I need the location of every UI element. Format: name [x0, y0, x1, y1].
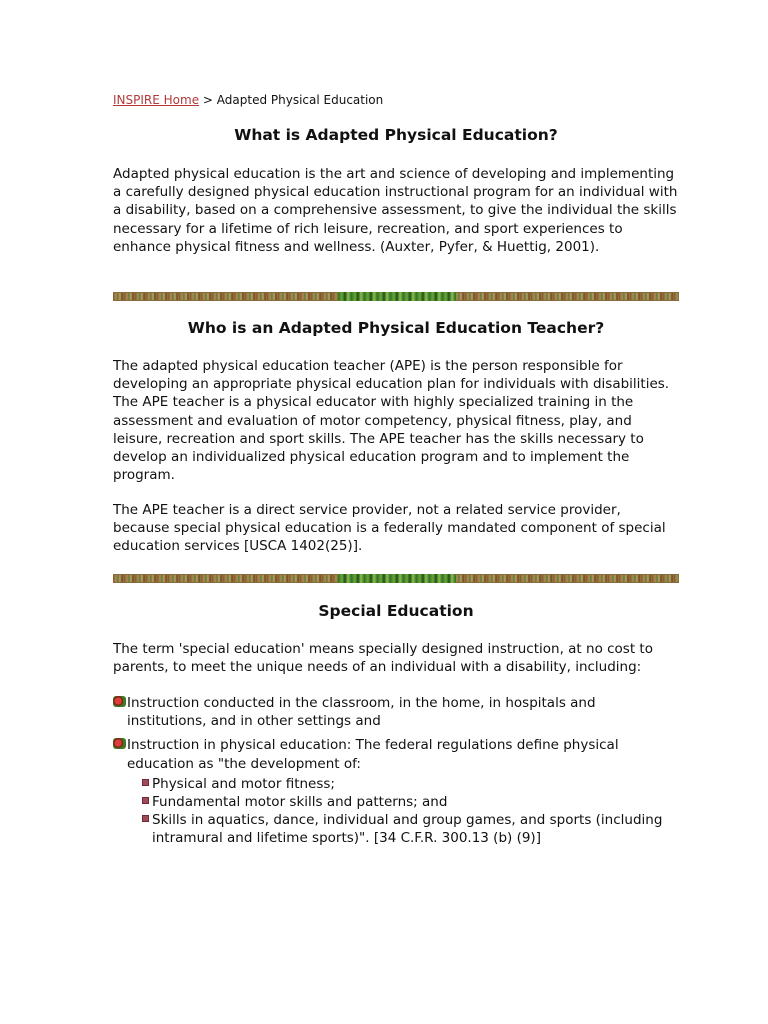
paragraph-ape-teacher-1: The adapted physical education teacher (APE) is the person responsible for developing an appropriate physical education plan for individuals with disabilities. The APE teacher is a physical educator with highly specialized training in the assessment and evaluation of motor competency, physical fitness, play, and leisure, recreation and sport skills. The APE teacher has the skills necessary to develop an individualized physical education program and to implement the program.	[113, 358, 670, 484]
square-bullet-icon	[142, 779, 149, 786]
leaf-divider-2	[113, 574, 679, 583]
square-bullet-icon	[142, 797, 149, 804]
heading-what-is-ape: What is Adapted Physical Education?	[234, 126, 558, 144]
sub-list-item-text: Physical and motor fitness;	[152, 775, 335, 792]
ladybug-bullet-icon	[113, 738, 126, 749]
square-bullet-icon	[142, 815, 149, 822]
breadcrumb	[113, 92, 383, 108]
leaf-divider-icon	[338, 574, 456, 583]
sub-list-item	[141, 811, 679, 847]
list-item-text: Instruction in physical education: The federal regulations define physical education as "the development of:	[127, 737, 619, 772]
breadcrumb-current: Adapted Physical Education	[216, 93, 384, 107]
leaf-divider-1	[113, 292, 679, 301]
heading-special-education: Special Education	[318, 602, 474, 620]
special-education-list	[113, 694, 679, 854]
paragraph-special-education: The term 'special education' means specially designed instruction, at no cost to parents, to meet the unique needs of an individual with a disability, including:	[113, 641, 653, 676]
sub-list-item-text: Fundamental motor skills and patterns; and	[152, 794, 448, 811]
sub-list	[141, 775, 679, 848]
list-item-text: Instruction conducted in the classroom, in the home, in hospitals and institutions, and in other settings and	[127, 695, 596, 730]
sub-list-item	[141, 775, 679, 793]
list-item	[113, 736, 679, 847]
sub-list-item	[141, 793, 679, 811]
sub-list-item-text: Skills in aquatics, dance, individual and group games, and sports (including intramural and lifetime sports)". [34 C.F.R. 300.13 (b) (9)]	[152, 812, 663, 847]
breadcrumb-home-link[interactable]: INSPIRE Home	[113, 93, 200, 107]
leaf-divider-icon	[338, 292, 456, 301]
paragraph-ape-teacher-2: The APE teacher is a direct service provider, not a related service provider, because special physical education is a federally mandated component of special education services [USCA 1402(25)].	[113, 502, 666, 555]
breadcrumb-separator: >	[199, 93, 217, 107]
list-item	[113, 694, 679, 730]
heading-who-is-ape-teacher: Who is an Adapted Physical Education Teacher?	[187, 319, 605, 337]
ladybug-bullet-icon	[113, 696, 126, 707]
paragraph-what-is-ape: Adapted physical education is the art and science of developing and implementing a carefully designed physical education instructional program for an individual with a disability, based on a comprehensive assessment, to give the individual the skills necessary for a lifetime of rich leisure, recreation, and sport experiences to enhance physical fitness and wellness. (Auxter, Pyfer, & Huettig, 2001).	[113, 166, 678, 255]
